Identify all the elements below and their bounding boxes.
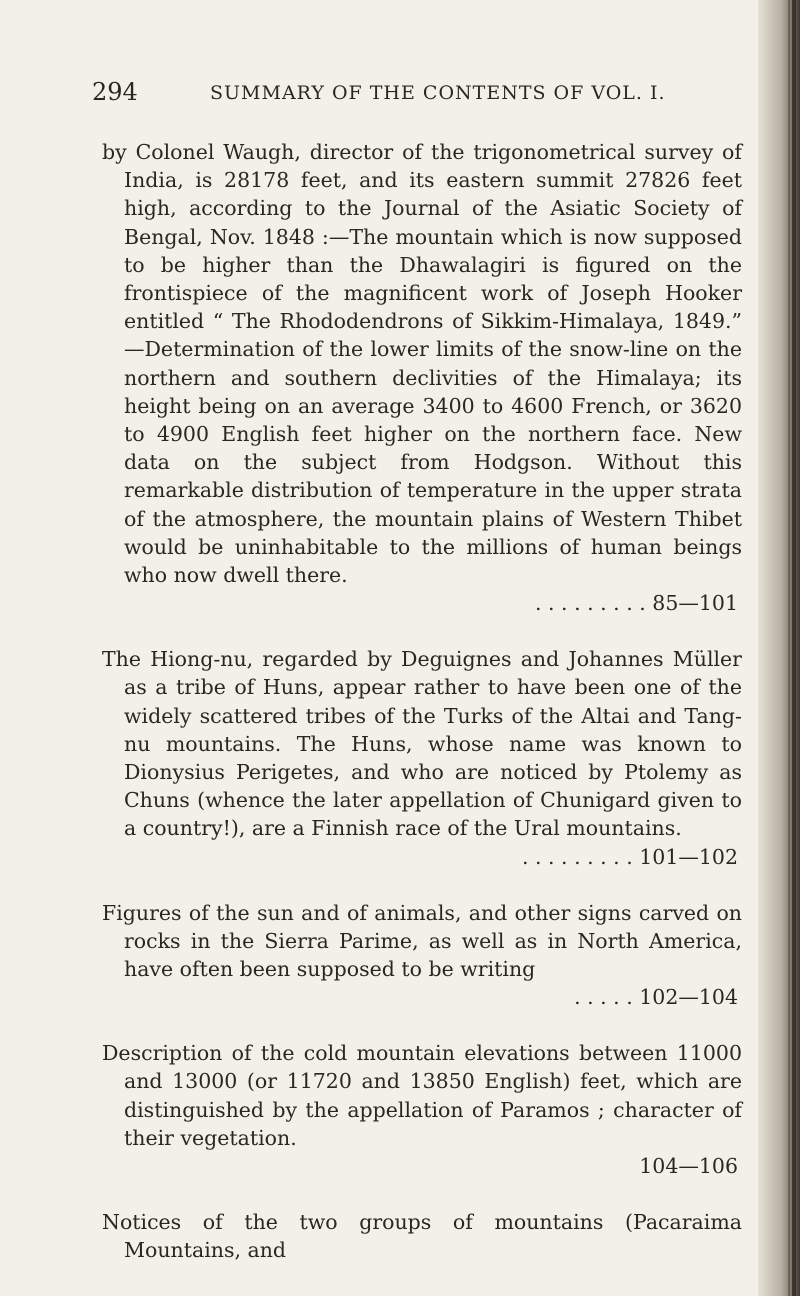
entry-text: Figures of the sun and of animals, and other signs carved on rocks in the Sierra Parime, as well as in North America, have often been supposed to be writing bbox=[102, 900, 742, 982]
entry-text: by Colonel Waugh, director of the trigonometrical survey of India, is 28178 feet, and its eastern summit 27826 feet high, according to the Journal of the Asiatic Society of Bengal, Nov. 1848 :—The mountain which is now supposed to be higher than the Dhawalagiri is figured on the frontispiece of the magnificent work of Joseph Hooker entitled “ The Rhododendrons of Sikkim-Himalaya, 1849.” —Determination of the lower limits of the snow-line on the northern and southern declivities of the Himalaya; its height being on an average 3400 to 4600 French, or 3620 to 4900 English feet higher on the northern face. New data on the subject from Hodgson. Without this remarkable distribution of temperature in the upper strata of the atmosphere, the mountain plains of Western Thibet would be uninhabitable to the millions of human beings who now dwell there. bbox=[102, 140, 742, 588]
page-header bbox=[92, 78, 692, 110]
page-edge-shadow bbox=[758, 0, 800, 1296]
entry-text: Notices of the two groups of mountains (Pacaraima Mountains, and bbox=[102, 1210, 742, 1263]
summary-entry bbox=[102, 1208, 742, 1264]
page-range: . . . . . . . . . 101—102 bbox=[521, 844, 738, 869]
summary-entry bbox=[102, 899, 742, 1012]
page-number: 294 bbox=[92, 78, 138, 106]
running-head: SUMMARY OF THE CONTENTS OF VOL. I. bbox=[210, 82, 666, 104]
summary-entry bbox=[102, 138, 742, 617]
entry-text: Description of the cold mountain elevations between 11000 and 13000 (or 11720 and 13850 English) feet, which are distinguished by the appellation of Paramos ; character of their vegetation. bbox=[102, 1041, 742, 1150]
page-range: . . . . . 102—104 bbox=[574, 985, 738, 1010]
page-range: . . . . . . . . . 85—101 bbox=[534, 591, 738, 616]
entry-text: The Hiong-nu, regarded by Deguignes and Johannes Müller as a tribe of Huns, appear rather to have been one of the widely scattered tribes of the Turks of the Altai and Tang-nu mountains. The Huns, whose name was known to Dionysius Perigetes, and who are noticed by Ptolemy as Chuns (whence the later appellation of Chunigard given to a country!), are a Finnish race of the Ural mountains. bbox=[102, 647, 742, 841]
summary-entry bbox=[102, 1039, 742, 1180]
page-range: 104—106 bbox=[639, 1154, 738, 1179]
summary-entry bbox=[102, 645, 742, 870]
summary-content bbox=[102, 138, 742, 1293]
